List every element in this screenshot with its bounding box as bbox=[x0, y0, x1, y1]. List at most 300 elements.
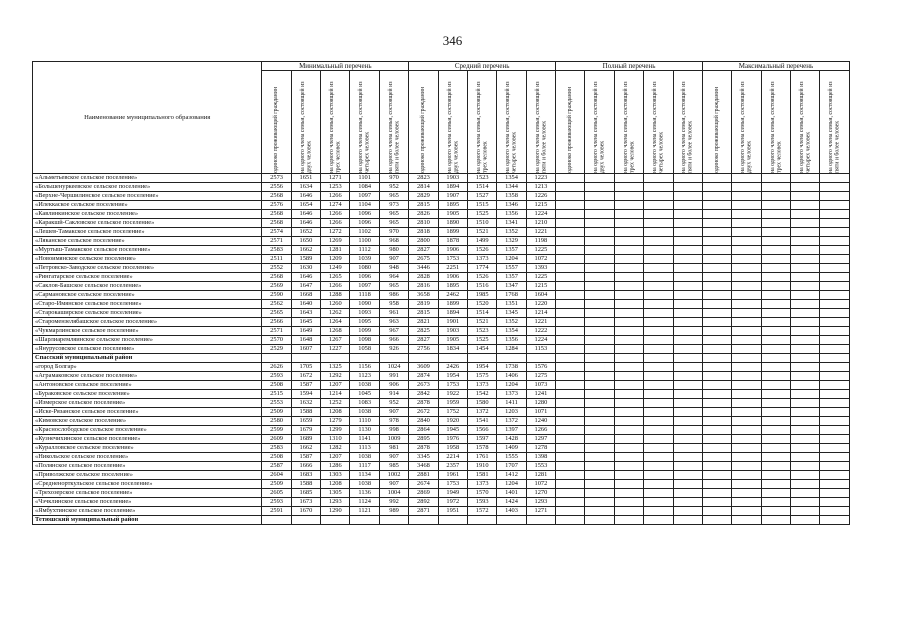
value-cell: 2829 bbox=[409, 192, 438, 201]
value-cell: 1266 bbox=[321, 282, 350, 291]
value-cell: 1293 bbox=[321, 498, 350, 507]
value-cell bbox=[732, 498, 761, 507]
value-cell bbox=[614, 255, 643, 264]
value-cell: 1274 bbox=[321, 201, 350, 210]
value-cell bbox=[761, 327, 790, 336]
value-cell: 1071 bbox=[526, 408, 555, 417]
value-cell bbox=[791, 174, 820, 183]
value-cell bbox=[791, 327, 820, 336]
value-cell: 1209 bbox=[321, 255, 350, 264]
column-subheader-label: на одного члена семьи, состоящей из трех человек bbox=[622, 81, 636, 173]
value-cell: 1961 bbox=[438, 471, 467, 480]
value-cell: 1221 bbox=[526, 318, 555, 327]
value-cell bbox=[673, 282, 702, 291]
value-cell bbox=[761, 417, 790, 426]
value-cell bbox=[585, 408, 614, 417]
settlement-name: «Приволжское сельское поселение» bbox=[33, 471, 262, 480]
value-cell: 2878 bbox=[409, 444, 438, 453]
value-cell bbox=[761, 480, 790, 489]
value-cell bbox=[644, 498, 673, 507]
value-cell: 2821 bbox=[409, 318, 438, 327]
value-cell bbox=[585, 309, 614, 318]
value-cell: 1403 bbox=[497, 507, 526, 516]
value-cell bbox=[585, 507, 614, 516]
value-cell: 2552 bbox=[262, 264, 291, 273]
value-cell bbox=[732, 471, 761, 480]
value-cell: 1954 bbox=[438, 372, 467, 381]
value-cell: 1083 bbox=[350, 399, 379, 408]
value-cell: 2810 bbox=[409, 219, 438, 228]
value-cell: 1213 bbox=[526, 183, 555, 192]
value-cell: 1899 bbox=[438, 228, 467, 237]
column-subheader-label: на одного члена семьи, состоящей из пяти и более человек bbox=[387, 81, 401, 173]
value-cell: 2508 bbox=[262, 381, 291, 390]
value-cell: 965 bbox=[379, 210, 408, 219]
value-cell: 906 bbox=[379, 381, 408, 390]
value-cell bbox=[702, 516, 731, 525]
value-cell bbox=[614, 246, 643, 255]
value-cell: 2214 bbox=[438, 453, 467, 462]
value-cell: 1207 bbox=[321, 381, 350, 390]
table-row bbox=[33, 291, 850, 300]
value-cell: 2818 bbox=[409, 228, 438, 237]
value-cell bbox=[702, 390, 731, 399]
value-cell bbox=[761, 390, 790, 399]
value-cell: 2571 bbox=[262, 237, 291, 246]
value-cell bbox=[820, 471, 850, 480]
value-cell bbox=[614, 498, 643, 507]
value-cell bbox=[820, 336, 850, 345]
value-cell: 1393 bbox=[526, 264, 555, 273]
value-cell: 1652 bbox=[291, 228, 320, 237]
value-cell bbox=[761, 498, 790, 507]
value-cell: 1153 bbox=[526, 345, 555, 354]
value-cell bbox=[467, 354, 496, 363]
value-cell bbox=[791, 237, 820, 246]
value-cell bbox=[644, 471, 673, 480]
value-cell: 2599 bbox=[262, 426, 291, 435]
value-cell: 2675 bbox=[409, 255, 438, 264]
value-cell bbox=[497, 354, 526, 363]
value-cell bbox=[556, 426, 585, 435]
value-cell bbox=[732, 246, 761, 255]
value-cell bbox=[702, 183, 731, 192]
value-cell bbox=[644, 246, 673, 255]
value-cell: 978 bbox=[379, 417, 408, 426]
value-cell: 1080 bbox=[350, 264, 379, 273]
value-cell bbox=[614, 237, 643, 246]
value-cell: 1204 bbox=[497, 255, 526, 264]
value-cell bbox=[585, 453, 614, 462]
value-cell bbox=[614, 480, 643, 489]
column-subheader-label: на одного члена семьи, состоящей из трех человек bbox=[475, 81, 489, 173]
value-cell: 1707 bbox=[497, 462, 526, 471]
value-cell: 2357 bbox=[438, 462, 467, 471]
value-cell bbox=[820, 300, 850, 309]
value-cell bbox=[644, 372, 673, 381]
value-cell: 991 bbox=[379, 372, 408, 381]
value-cell: 2828 bbox=[409, 273, 438, 282]
value-cell: 1227 bbox=[321, 345, 350, 354]
value-cell: 1372 bbox=[497, 417, 526, 426]
value-cell bbox=[614, 471, 643, 480]
value-cell bbox=[644, 453, 673, 462]
value-cell: 1204 bbox=[497, 381, 526, 390]
value-cell bbox=[791, 426, 820, 435]
value-cell: 1303 bbox=[321, 471, 350, 480]
value-cell: 2591 bbox=[262, 507, 291, 516]
value-cell: 2565 bbox=[262, 309, 291, 318]
value-cell bbox=[732, 354, 761, 363]
value-cell: 1566 bbox=[467, 426, 496, 435]
value-cell bbox=[350, 516, 379, 525]
value-cell bbox=[614, 282, 643, 291]
value-cell: 1951 bbox=[438, 507, 467, 516]
value-cell: 1352 bbox=[497, 228, 526, 237]
value-cell bbox=[409, 354, 438, 363]
settlement-name: «Кимовское сельское поселение» bbox=[33, 417, 262, 426]
table-row bbox=[33, 237, 850, 246]
value-cell bbox=[761, 345, 790, 354]
value-cell: 1352 bbox=[497, 318, 526, 327]
value-cell: 1640 bbox=[291, 300, 320, 309]
value-cell bbox=[585, 354, 614, 363]
value-cell: 948 bbox=[379, 264, 408, 273]
value-cell: 1607 bbox=[291, 345, 320, 354]
value-cell bbox=[761, 210, 790, 219]
value-cell: 965 bbox=[379, 219, 408, 228]
value-cell: 2626 bbox=[262, 363, 291, 372]
column-subheader bbox=[467, 71, 496, 174]
value-cell bbox=[350, 354, 379, 363]
table-row bbox=[33, 282, 850, 291]
value-cell: 1354 bbox=[497, 174, 526, 183]
value-cell bbox=[791, 300, 820, 309]
value-cell: 3658 bbox=[409, 291, 438, 300]
value-cell: 2819 bbox=[409, 300, 438, 309]
value-cell bbox=[732, 435, 761, 444]
value-cell: 907 bbox=[379, 453, 408, 462]
value-cell bbox=[732, 381, 761, 390]
value-cell bbox=[732, 453, 761, 462]
value-cell bbox=[761, 489, 790, 498]
value-cell bbox=[614, 264, 643, 273]
settlement-name: «Иске-Рязанское сельское поселение» bbox=[33, 408, 262, 417]
table-row bbox=[33, 417, 850, 426]
table-row bbox=[33, 390, 850, 399]
column-subheader bbox=[702, 71, 731, 174]
value-cell: 1214 bbox=[321, 390, 350, 399]
value-cell: 1280 bbox=[526, 399, 555, 408]
table-row bbox=[33, 183, 850, 192]
column-subheader bbox=[585, 71, 614, 174]
value-cell bbox=[291, 516, 320, 525]
value-cell bbox=[702, 444, 731, 453]
value-cell bbox=[732, 237, 761, 246]
value-cell: 914 bbox=[379, 390, 408, 399]
value-cell bbox=[761, 228, 790, 237]
value-cell bbox=[556, 237, 585, 246]
value-cell: 1039 bbox=[350, 255, 379, 264]
value-cell: 1141 bbox=[350, 435, 379, 444]
value-cell: 1541 bbox=[467, 417, 496, 426]
value-cell: 2568 bbox=[262, 192, 291, 201]
table-row bbox=[33, 462, 850, 471]
value-cell: 1118 bbox=[350, 291, 379, 300]
table-row bbox=[33, 210, 850, 219]
value-cell bbox=[732, 408, 761, 417]
value-cell bbox=[702, 219, 731, 228]
value-cell: 2895 bbox=[409, 435, 438, 444]
value-cell: 1210 bbox=[526, 219, 555, 228]
value-cell: 1344 bbox=[497, 183, 526, 192]
value-cell bbox=[614, 390, 643, 399]
value-cell: 1373 bbox=[467, 381, 496, 390]
value-cell bbox=[556, 201, 585, 210]
value-cell bbox=[556, 408, 585, 417]
value-cell: 1972 bbox=[438, 498, 467, 507]
column-subheader bbox=[761, 71, 790, 174]
value-cell bbox=[732, 309, 761, 318]
value-cell: 2593 bbox=[262, 372, 291, 381]
value-cell: 1580 bbox=[467, 399, 496, 408]
value-cell: 1949 bbox=[438, 489, 467, 498]
group-header: Полный перечень bbox=[556, 62, 703, 71]
column-subheader bbox=[321, 71, 350, 174]
value-cell bbox=[702, 345, 731, 354]
value-cell bbox=[556, 399, 585, 408]
value-cell: 1648 bbox=[291, 336, 320, 345]
value-cell bbox=[791, 228, 820, 237]
value-cell bbox=[585, 282, 614, 291]
value-cell: 1356 bbox=[497, 210, 526, 219]
value-cell: 1588 bbox=[291, 480, 320, 489]
value-cell: 1894 bbox=[438, 183, 467, 192]
value-cell bbox=[556, 309, 585, 318]
value-cell: 2562 bbox=[262, 300, 291, 309]
table-row bbox=[33, 381, 850, 390]
value-cell: 2511 bbox=[262, 255, 291, 264]
value-cell: 1253 bbox=[321, 183, 350, 192]
value-cell bbox=[791, 183, 820, 192]
value-cell bbox=[732, 192, 761, 201]
value-cell: 2553 bbox=[262, 399, 291, 408]
value-cell: 1523 bbox=[467, 174, 496, 183]
value-cell: 1959 bbox=[438, 399, 467, 408]
value-cell: 1570 bbox=[467, 489, 496, 498]
value-cell bbox=[585, 291, 614, 300]
value-cell bbox=[820, 345, 850, 354]
value-cell bbox=[614, 192, 643, 201]
value-cell: 1266 bbox=[526, 426, 555, 435]
value-cell bbox=[791, 453, 820, 462]
value-cell: 1945 bbox=[438, 426, 467, 435]
value-cell: 907 bbox=[379, 255, 408, 264]
value-cell bbox=[585, 174, 614, 183]
value-cell: 1038 bbox=[350, 381, 379, 390]
value-cell bbox=[761, 201, 790, 210]
value-cell: 1113 bbox=[350, 444, 379, 453]
table-row bbox=[33, 246, 850, 255]
value-cell bbox=[556, 192, 585, 201]
value-cell: 1372 bbox=[467, 408, 496, 417]
value-cell: 1134 bbox=[350, 471, 379, 480]
value-cell: 952 bbox=[379, 183, 408, 192]
value-cell: 1264 bbox=[321, 318, 350, 327]
value-cell: 1096 bbox=[350, 273, 379, 282]
column-subheader-label: одиноко проживающий гражданин bbox=[420, 87, 427, 173]
value-cell: 1266 bbox=[321, 210, 350, 219]
value-cell bbox=[644, 318, 673, 327]
value-cell: 1373 bbox=[497, 390, 526, 399]
value-cell: 1774 bbox=[467, 264, 496, 273]
value-cell bbox=[585, 489, 614, 498]
value-cell bbox=[614, 453, 643, 462]
value-cell bbox=[761, 237, 790, 246]
value-cell: 1922 bbox=[438, 390, 467, 399]
value-cell bbox=[761, 372, 790, 381]
value-cell: 2462 bbox=[438, 291, 467, 300]
value-cell bbox=[732, 417, 761, 426]
value-cell: 1412 bbox=[497, 471, 526, 480]
value-cell bbox=[732, 255, 761, 264]
value-cell bbox=[556, 318, 585, 327]
value-cell bbox=[761, 408, 790, 417]
value-cell bbox=[761, 336, 790, 345]
value-cell: 1286 bbox=[321, 462, 350, 471]
value-cell bbox=[556, 246, 585, 255]
value-cell bbox=[702, 291, 731, 300]
value-cell: 1204 bbox=[497, 480, 526, 489]
value-cell: 1241 bbox=[526, 390, 555, 399]
value-cell: 1752 bbox=[438, 408, 467, 417]
settlement-name: «Каракшй-Сакловское сельское поселение» bbox=[33, 219, 262, 228]
value-cell: 1267 bbox=[321, 336, 350, 345]
value-cell bbox=[614, 309, 643, 318]
value-cell bbox=[673, 291, 702, 300]
value-cell bbox=[673, 237, 702, 246]
settlement-name: «город Болгар» bbox=[33, 363, 262, 372]
value-cell bbox=[614, 336, 643, 345]
value-cell bbox=[791, 516, 820, 525]
value-cell: 1073 bbox=[526, 381, 555, 390]
district-row bbox=[33, 354, 850, 363]
value-cell bbox=[673, 327, 702, 336]
value-cell bbox=[820, 255, 850, 264]
value-cell: 1262 bbox=[321, 309, 350, 318]
table-row bbox=[33, 192, 850, 201]
value-cell bbox=[614, 300, 643, 309]
value-cell bbox=[761, 381, 790, 390]
value-cell bbox=[820, 354, 850, 363]
value-cell bbox=[585, 399, 614, 408]
value-cell bbox=[644, 444, 673, 453]
value-cell bbox=[702, 462, 731, 471]
value-cell bbox=[732, 264, 761, 273]
value-cell bbox=[585, 372, 614, 381]
value-cell bbox=[820, 210, 850, 219]
value-cell bbox=[614, 372, 643, 381]
table-row bbox=[33, 480, 850, 489]
value-cell: 1038 bbox=[350, 480, 379, 489]
value-cell bbox=[556, 507, 585, 516]
value-cell bbox=[673, 336, 702, 345]
column-subheader-label: на одного члена семьи, состоящей из пяти и более человек bbox=[681, 81, 694, 173]
value-cell: 1510 bbox=[467, 219, 496, 228]
value-cell: 1499 bbox=[467, 237, 496, 246]
column-subheader bbox=[820, 71, 850, 174]
value-cell bbox=[291, 354, 320, 363]
table-row bbox=[33, 309, 850, 318]
value-cell: 1117 bbox=[350, 462, 379, 471]
value-cell bbox=[556, 174, 585, 183]
group-header: Средний перечень bbox=[409, 62, 556, 71]
value-cell: 1275 bbox=[526, 372, 555, 381]
value-cell bbox=[673, 471, 702, 480]
value-cell: 973 bbox=[379, 201, 408, 210]
value-cell: 1597 bbox=[467, 435, 496, 444]
value-cell: 1038 bbox=[350, 453, 379, 462]
value-cell: 963 bbox=[379, 318, 408, 327]
value-cell bbox=[702, 318, 731, 327]
table-row bbox=[33, 363, 850, 372]
value-cell: 1310 bbox=[321, 435, 350, 444]
value-cell: 2815 bbox=[409, 309, 438, 318]
value-cell bbox=[761, 246, 790, 255]
value-cell: 1576 bbox=[526, 363, 555, 372]
value-cell bbox=[614, 444, 643, 453]
value-cell bbox=[732, 291, 761, 300]
value-cell bbox=[585, 264, 614, 273]
table-row bbox=[33, 318, 850, 327]
value-cell bbox=[556, 462, 585, 471]
value-cell: 1373 bbox=[467, 255, 496, 264]
value-cell bbox=[702, 309, 731, 318]
value-cell: 1358 bbox=[497, 192, 526, 201]
value-cell bbox=[585, 417, 614, 426]
value-cell: 1252 bbox=[321, 399, 350, 408]
value-cell bbox=[614, 462, 643, 471]
settlement-name: «Измерское сельское поселение» bbox=[33, 399, 262, 408]
value-cell bbox=[791, 390, 820, 399]
value-cell bbox=[556, 210, 585, 219]
column-subheader-label: на одного члена семьи, состоящей из двух человек bbox=[446, 81, 459, 173]
value-cell bbox=[585, 273, 614, 282]
value-cell: 1662 bbox=[291, 246, 320, 255]
value-cell bbox=[702, 255, 731, 264]
value-cell: 1895 bbox=[438, 282, 467, 291]
value-cell bbox=[791, 462, 820, 471]
settlement-name: «Шарлиаремляинское сельское поселение» bbox=[33, 336, 262, 345]
value-cell bbox=[702, 264, 731, 273]
value-cell bbox=[732, 372, 761, 381]
value-cell: 1634 bbox=[291, 183, 320, 192]
value-cell: 1271 bbox=[321, 174, 350, 183]
value-cell bbox=[644, 282, 673, 291]
value-cell: 1705 bbox=[291, 363, 320, 372]
value-cell bbox=[791, 435, 820, 444]
value-cell bbox=[644, 489, 673, 498]
value-cell: 1215 bbox=[526, 201, 555, 210]
value-cell: 961 bbox=[379, 309, 408, 318]
value-cell: 966 bbox=[379, 336, 408, 345]
value-cell bbox=[820, 444, 850, 453]
table-row bbox=[33, 327, 850, 336]
value-cell bbox=[585, 228, 614, 237]
value-cell bbox=[673, 246, 702, 255]
value-cell: 1130 bbox=[350, 426, 379, 435]
value-cell bbox=[644, 462, 673, 471]
